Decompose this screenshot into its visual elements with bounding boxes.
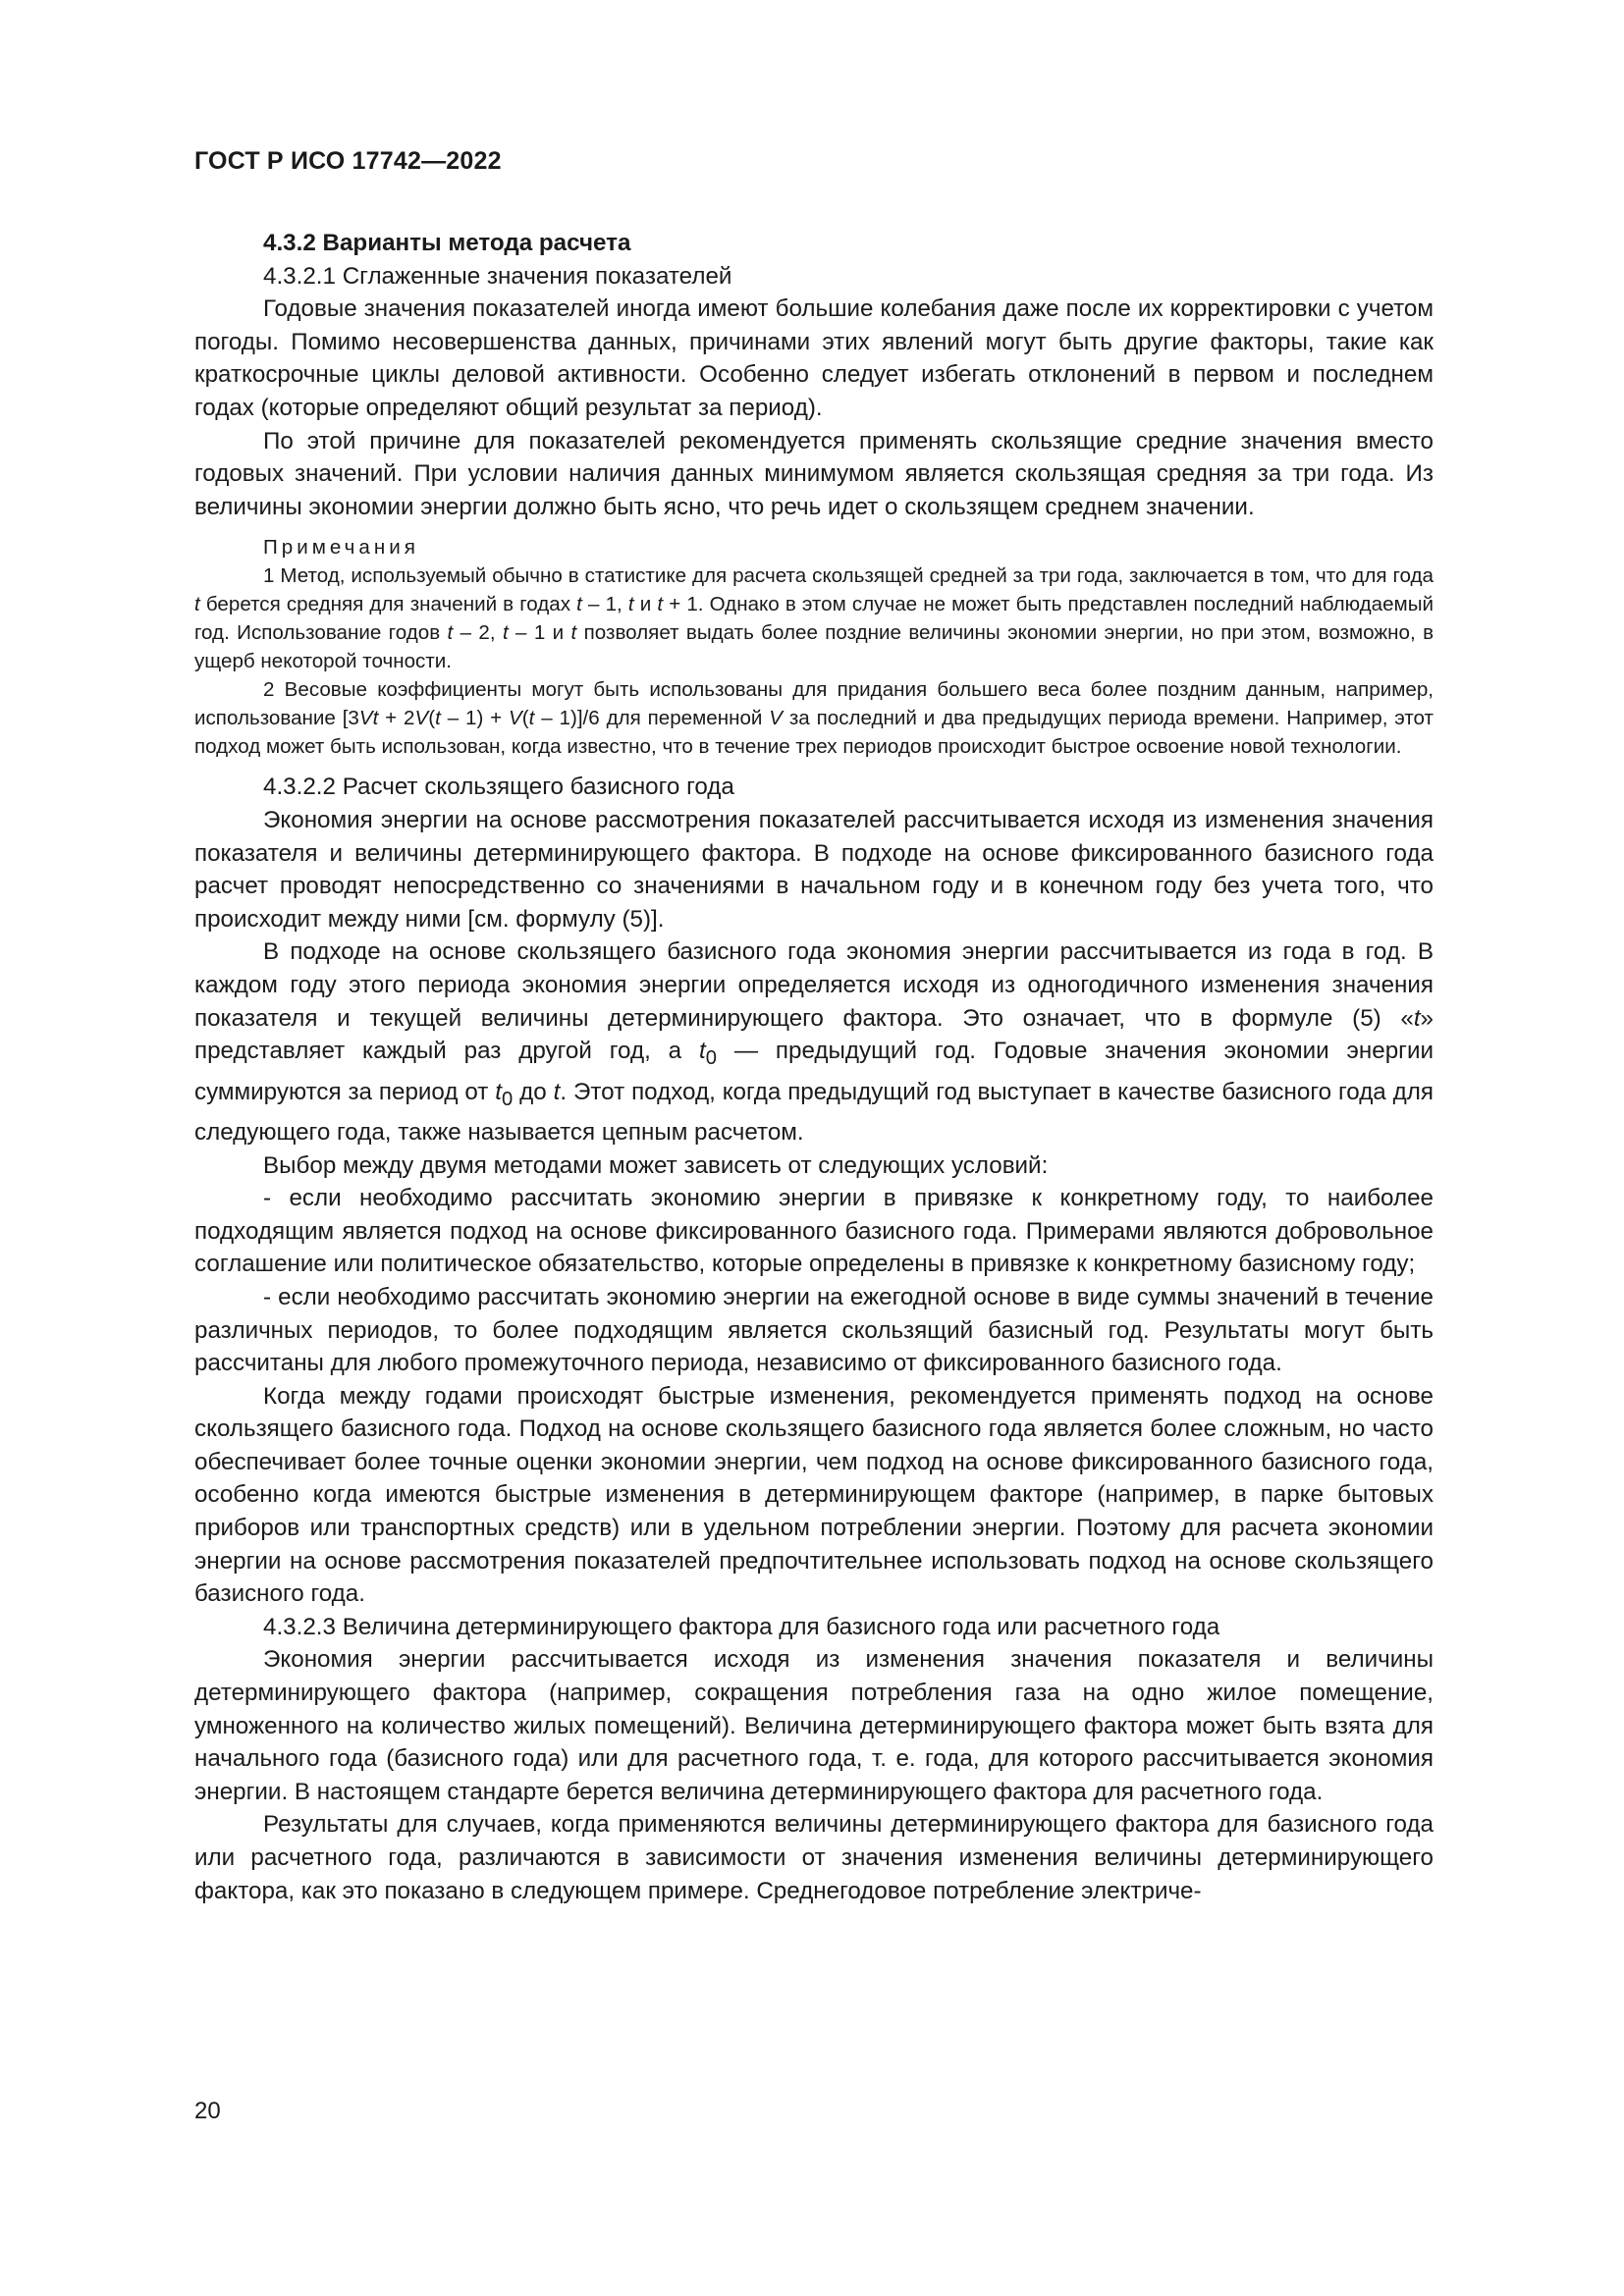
notes-block <box>194 533 1434 761</box>
page-number: 20 <box>194 2098 221 2124</box>
paragraph: Когда между годами происходят быстрые изменения, рекомендуется применять подход на основе скользящего базисного года. Подход на основе скользящего базисного года является более сложным, но часто обеспечивает более точные оценки экономии энергии, чем подход на основе фиксированного базисного года, особенно когда имеются быстрые изменения в детерминирующем факторе (например, в парке бытовых приборов или транспортных средств) или в удельном потреблении энергии. Поэтому для расчета экономии энергии на основе рассмотрения показателей предпочтительнее использовать подход на основе скользящего базисного года. <box>194 1382 1434 1608</box>
document-body <box>194 227 1434 1907</box>
note-1: 1 Метод, используемый обычно в статистике для расчета скользящей средней за три года, заключается в том, что для года t берется средняя для значений в годах t – 1, t и t + 1. Однако в этом случае не может быть представлен последний наблюдаемый год. Использование годов t – 2, t – 1 и t позволяет выдать более поздние величины экономии энергии, но при этом, возможно, в ущерб некоторой точности. <box>194 564 1435 673</box>
notes-title: Примечания <box>263 536 419 560</box>
list-item: - если необходимо рассчитать экономию энергии на ежегодной основе в виде суммы значений в течение различных периодов, то более подходящим является скользящий базисный год. Результаты могут быть рассчитаны для любого промежуточного периода, независимо от фиксированного базисного года. <box>194 1283 1434 1377</box>
paragraph: Результаты для случаев, когда применяются величины детерминирующего фактора для базисного года или расчетного года, различаются в зависимости от значения изменения величины детерминирующего фактора, как это показано в следующем примере. Среднегодовое потребление электриче- <box>194 1811 1434 1904</box>
subsection-heading-4-3-2-1: 4.3.2.1 Сглаженные значения показателей <box>263 262 732 290</box>
paragraph: Выбор между двумя методами может зависеть от следующих условий: <box>263 1151 1049 1179</box>
list-item: - если необходимо рассчитать экономию энергии в привязке к конкретному году, то наиболее подходящим является подход на основе фиксированного базисного года. Примерами являются добровольное соглашение или политическое обязательство, которые определены в привязке к конкретному базисному году; <box>194 1185 1434 1278</box>
paragraph: Экономия энергии на основе рассмотрения показателей рассчитывается исходя из изменения значения показателя и величины детерминирующего фактора. В подходе на основе фиксированного базисного года расчет проводят непосредственно со значениями в начальном году и в конечном году без учета того, что происходит между ними [см. формулу (5)]. <box>194 806 1434 933</box>
paragraph: В подходе на основе скользящего базисного года экономия энергии рассчитывается из года в год. В каждом году этого периода экономия энергии определяется исходя из одногодичного изменения значения показателя и текущей величины детерминирующего фактора. Это означает, что в формуле (5) «t» представляет каждый раз другой год, а $t_0$ — предыдущий год. Годовые значения экономии энергии суммируются за период от $t_0$ до t. Этот подход, когда предыдущий год выступает в качестве базисного года для следующего года, также называется цепным расчетом. <box>194 938 1434 1146</box>
section-heading-4-3-2: 4.3.2 Варианты метода расчета <box>263 230 631 256</box>
paragraph: Годовые значения показателей иногда имеют большие колебания даже после их корректировки с учетом погоды. Помимо несовершенства данных, причинами этих явлений могут быть другие факторы, такие как краткосрочные циклы деловой активности. Особенно следует избегать отклонений в первом и последнем годах (которые определяют общий результат за период). <box>194 295 1434 421</box>
document-header: ГОСТ Р ИСО 17742—2022 <box>194 147 502 175</box>
paragraph: По этой причине для показателей рекомендуется применять скользящие средние значения вместо годовых значений. При условии наличия данных минимумом является скользящая средняя за три года. Из величины экономии энергии должно быть ясно, что речь идет о скользящем среднем значении. <box>194 427 1434 520</box>
paragraph: Экономия энергии рассчитывается исходя из изменения значения показателя и величины детерминирующего фактора (например, сокращения потребления газа на одно жилое помещение, умноженного на количество жилых помещений). Величина детерминирующего фактора может быть взята для начального года (базисного года) или для расчетного года, т. е. года, для которого рассчитывается экономия энергии. В настоящем стандарте берется величина детерминирующего фактора для расчетного года. <box>194 1646 1434 1805</box>
document-page <box>194 147 1434 1907</box>
subsection-heading-4-3-2-2: 4.3.2.2 Расчет скользящего базисного года <box>263 774 734 801</box>
subsection-heading-4-3-2-3: 4.3.2.3 Величина детерминирующего фактора для базисного года или расчетного года <box>263 1613 1220 1640</box>
note-2: 2 Весовые коэффициенты могут быть использованы для придания большего веса более поздним данным, например, использование [3Vt + 2V(t – 1) + V(t – 1)]/6 для переменной V за последний и два предыдущих периода времени. Например, этот подход может быть использован, когда известно, что в течение трех периодов происходит быстрое освоение новой технологии. <box>194 678 1434 759</box>
